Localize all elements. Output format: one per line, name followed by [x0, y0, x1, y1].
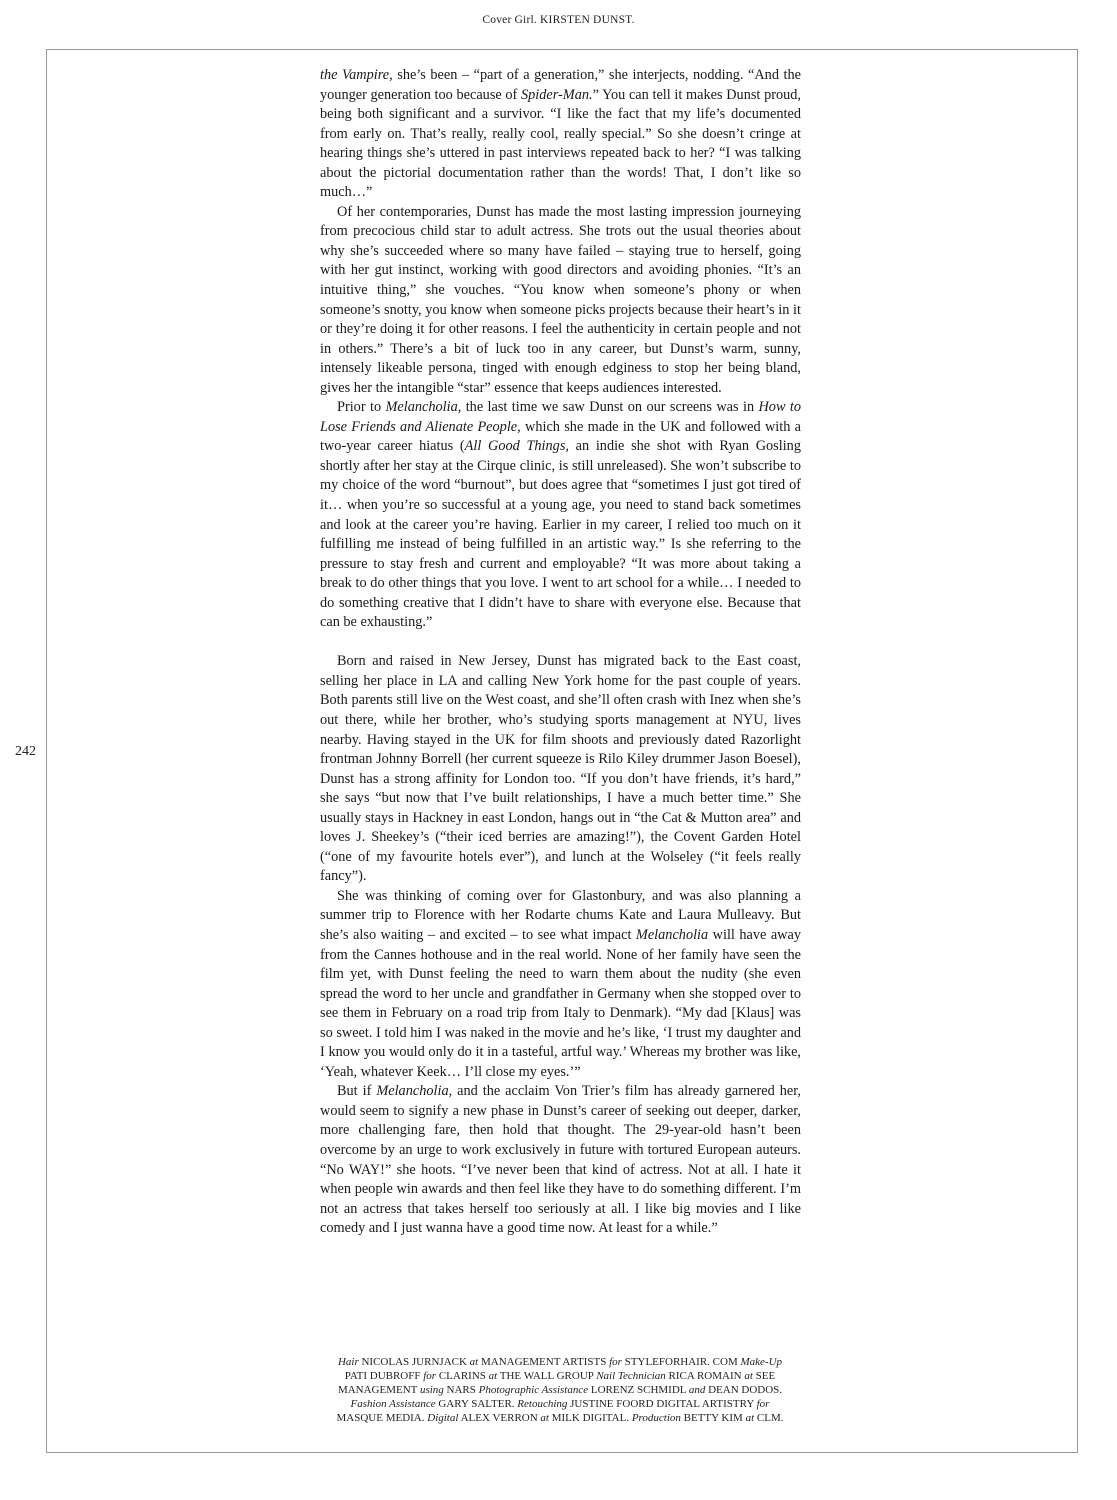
text-run: the last time we saw Dunst on our screens was in	[461, 399, 759, 416]
italic-run: Production	[631, 1411, 681, 1424]
italic-run: at	[540, 1411, 549, 1424]
text-run: ” You can tell it makes Dunst proud, being both significant and a survivor. “I like the fact that my life’s documented from early on. That’s really, really cool, really special.” So she doesn’t cringe at hearing things she’s uttered in past interviews repeated back to her? “I was talking about the pictorial documentation rather than the words! That, I don’t like so much…”	[320, 86, 801, 201]
italic-run: Make-Up	[740, 1356, 783, 1368]
text-run: she’s been – “part of a generation,” she interjects, nodding. “And the younger generation too because of	[320, 67, 801, 103]
italic-run: Photographic Assistance	[478, 1383, 589, 1396]
italic-run: All Good Things,	[464, 438, 569, 455]
italic-run: Nail Technician	[596, 1369, 666, 1382]
italic-run: Spider-Man.	[521, 86, 593, 103]
italic-run: Melancholia,	[376, 1083, 453, 1100]
text-run: Born and raised in New Jersey, Dunst has migrated back to the East coast, selling her place in LA and calling New York home for the past couple of years. Both parents still live on the West coast, and she’ll often crash with Inez when she’s out there, while her brother, who’s studying sports management at NYU, lives nearby. Having stayed in the UK for film shoots and previously dated Razorlight frontman Johnny Borrell (her current squeeze is Rilo Kiley drummer Jason Boesel), Dunst has a strong affinity for London too. “If you don’t have friends, it’s hard,” she says “but now that I’ve built relationships, I have a much better time.” She usually stays in Hackney in east London, hangs out in “the Cat & Mutton area” and loves J. Sheekey’s (“their iced berries are amazing!”), the Covent Garden Hotel (“one of my favourite hotels ever”), and lunch at the Wolseley (“it feels really fancy”).	[320, 653, 801, 885]
italic-run: the Vampire,	[320, 67, 393, 83]
text-run: MILK DIGITAL.	[548, 1411, 632, 1424]
text-run: NARS	[443, 1383, 479, 1396]
text-run: and the acclaim Von Trier’s film has already garnered her, would seem to signify a new phase in Dunst’s career of seeking out deeper, darker, more challenging fare, then hold that thought. The 29-year-old hasn’t been overcome by an urge to work exclusively in future with tortured European auteurs. “No WAY!” she hoots. “I’ve never been that kind of actress. Not at all. I hate it when people win awards and then feel like they have to do something different. I’m not an actress that takes herself too seriously at all. I like big movies and I like comedy and I just wanna have a good time now. At least for a while.”	[320, 1083, 801, 1237]
italic-run: How to Lose Friends and Alienate People,	[320, 399, 801, 435]
text-run: SEE MANAGEMENT	[337, 1369, 776, 1396]
article-body	[320, 66, 801, 1239]
italic-run: for	[609, 1356, 622, 1368]
italic-run: for	[423, 1369, 437, 1382]
italic-run: at	[488, 1369, 498, 1382]
italic-run: for	[756, 1397, 770, 1410]
photo-credits	[330, 1356, 790, 1426]
text-run: CLARINS	[436, 1369, 489, 1382]
italic-run: Melancholia	[635, 927, 709, 944]
article-paragraph	[320, 652, 801, 887]
text-run: MANAGEMENT ARTISTS	[478, 1356, 610, 1368]
text-run: But if	[337, 1083, 377, 1100]
italic-run: Fashion Assistance	[350, 1397, 436, 1410]
text-run: PATI DUBROFF	[344, 1369, 424, 1382]
text-run: ALEX VERRON	[458, 1411, 541, 1424]
text-run: THE WALL GROUP	[497, 1369, 597, 1382]
italic-run: at	[469, 1356, 479, 1368]
italic-run: Melancholia,	[385, 399, 462, 416]
text-run: JUSTINE FOORD DIGITAL ARTISTRY	[567, 1397, 757, 1410]
text-run: MASQUE MEDIA.	[336, 1411, 428, 1424]
text-run: will have away from the Cannes hothouse and in the real world. None of her family have seen the film yet, with Dunst feeling the need to warn them about the nudity (she even spread the word to her uncle and grandfather in Germany when she stopped over to see them in February on a road trip from Italy to Denmark). “My dad [Klaus] was so sweet. I told him I was naked in the movie and he’s like, ‘I trust my daughter and I know you would only do it in a tasteful, artful way.’ Whereas my brother was like, ‘Yeah, whatever Keek… I’ll close my eyes.’”	[320, 927, 801, 1080]
running-head: Cover Girl. KIRSTEN DUNST.	[482, 14, 635, 26]
article-paragraph	[320, 66, 801, 203]
italic-run: at	[744, 1369, 753, 1382]
article-paragraph	[320, 887, 801, 1082]
text-run: CLM.	[754, 1411, 784, 1424]
italic-run: using	[419, 1383, 444, 1396]
article-paragraph	[320, 1082, 801, 1238]
italic-run: Digital	[427, 1411, 459, 1424]
italic-run: at	[745, 1411, 755, 1424]
text-run: DEAN DODOS.	[705, 1383, 783, 1396]
italic-run: and	[688, 1383, 706, 1396]
text-run: RICA ROMAIN	[665, 1369, 745, 1382]
text-run: STYLEFORHAIR. COM	[621, 1356, 741, 1368]
text-run: She was thinking of coming over for Glastonbury, and was also planning a summer trip to Florence with her Rodarte chums Kate and Laura Mulleavy. But she’s also waiting – and excited – to see what impact	[320, 887, 801, 944]
text-run: which she made in the UK and followed with a two-year career hiatus (	[320, 418, 801, 455]
text-run: GARY SALTER.	[435, 1397, 518, 1410]
section-break	[320, 633, 801, 653]
italic-run: Retouching	[517, 1397, 568, 1410]
text-run: Prior to	[337, 399, 386, 416]
article-paragraph	[320, 203, 801, 398]
text-run: BETTY KIM	[680, 1411, 746, 1424]
page-number: 242	[15, 744, 36, 759]
text-run: Of her contemporaries, Dunst has made the most lasting impression journeying from precocious child star to adult actress. She trots out the usual theories about why she’s succeeded where so many have failed – staying true to herself, going with her gut instinct, working with good directors and avoiding phonies. “It’s an intuitive thing,” she vouches. “You know when someone’s phony or when someone’s snotty, you know when someone picks projects because their heart’s in it or they’re doing it for other reasons. I feel the authenticity in certain people and not in others.” There’s a bit of luck too in any career, but Dunst’s warm, sunny, intensely likeable persona, tinged with enough edginess to stop her being bland, gives her the intangible “star” essence that keeps audiences interested.	[320, 203, 801, 396]
text-run: an indie she shot with Ryan Gosling shortly after her stay at the Cirque clinic, is still unreleased). She won’t subscribe to my choice of the word “burnout”, but does agree that “sometimes I just got tired of it… when you’re so successful at a young age, you need to stand back sometimes and look at the career you’re having. Earlier in my career, I relied too much on it fulfilling me instead of being fulfilled in an artistic way.” Is she referring to the pressure to stay fresh and current and employable? “It was more about taking a break to do other things that you love. I went to art school for a while… I needed to do something creative that I didn’t have to share with everyone else. Because that can be exhausting.”	[320, 438, 801, 631]
italic-run: Hair	[337, 1356, 359, 1368]
article-paragraph	[320, 398, 801, 633]
text-run: LORENZ SCHMIDL	[588, 1383, 689, 1396]
text-run: NICOLAS JURNJACK	[358, 1356, 470, 1368]
